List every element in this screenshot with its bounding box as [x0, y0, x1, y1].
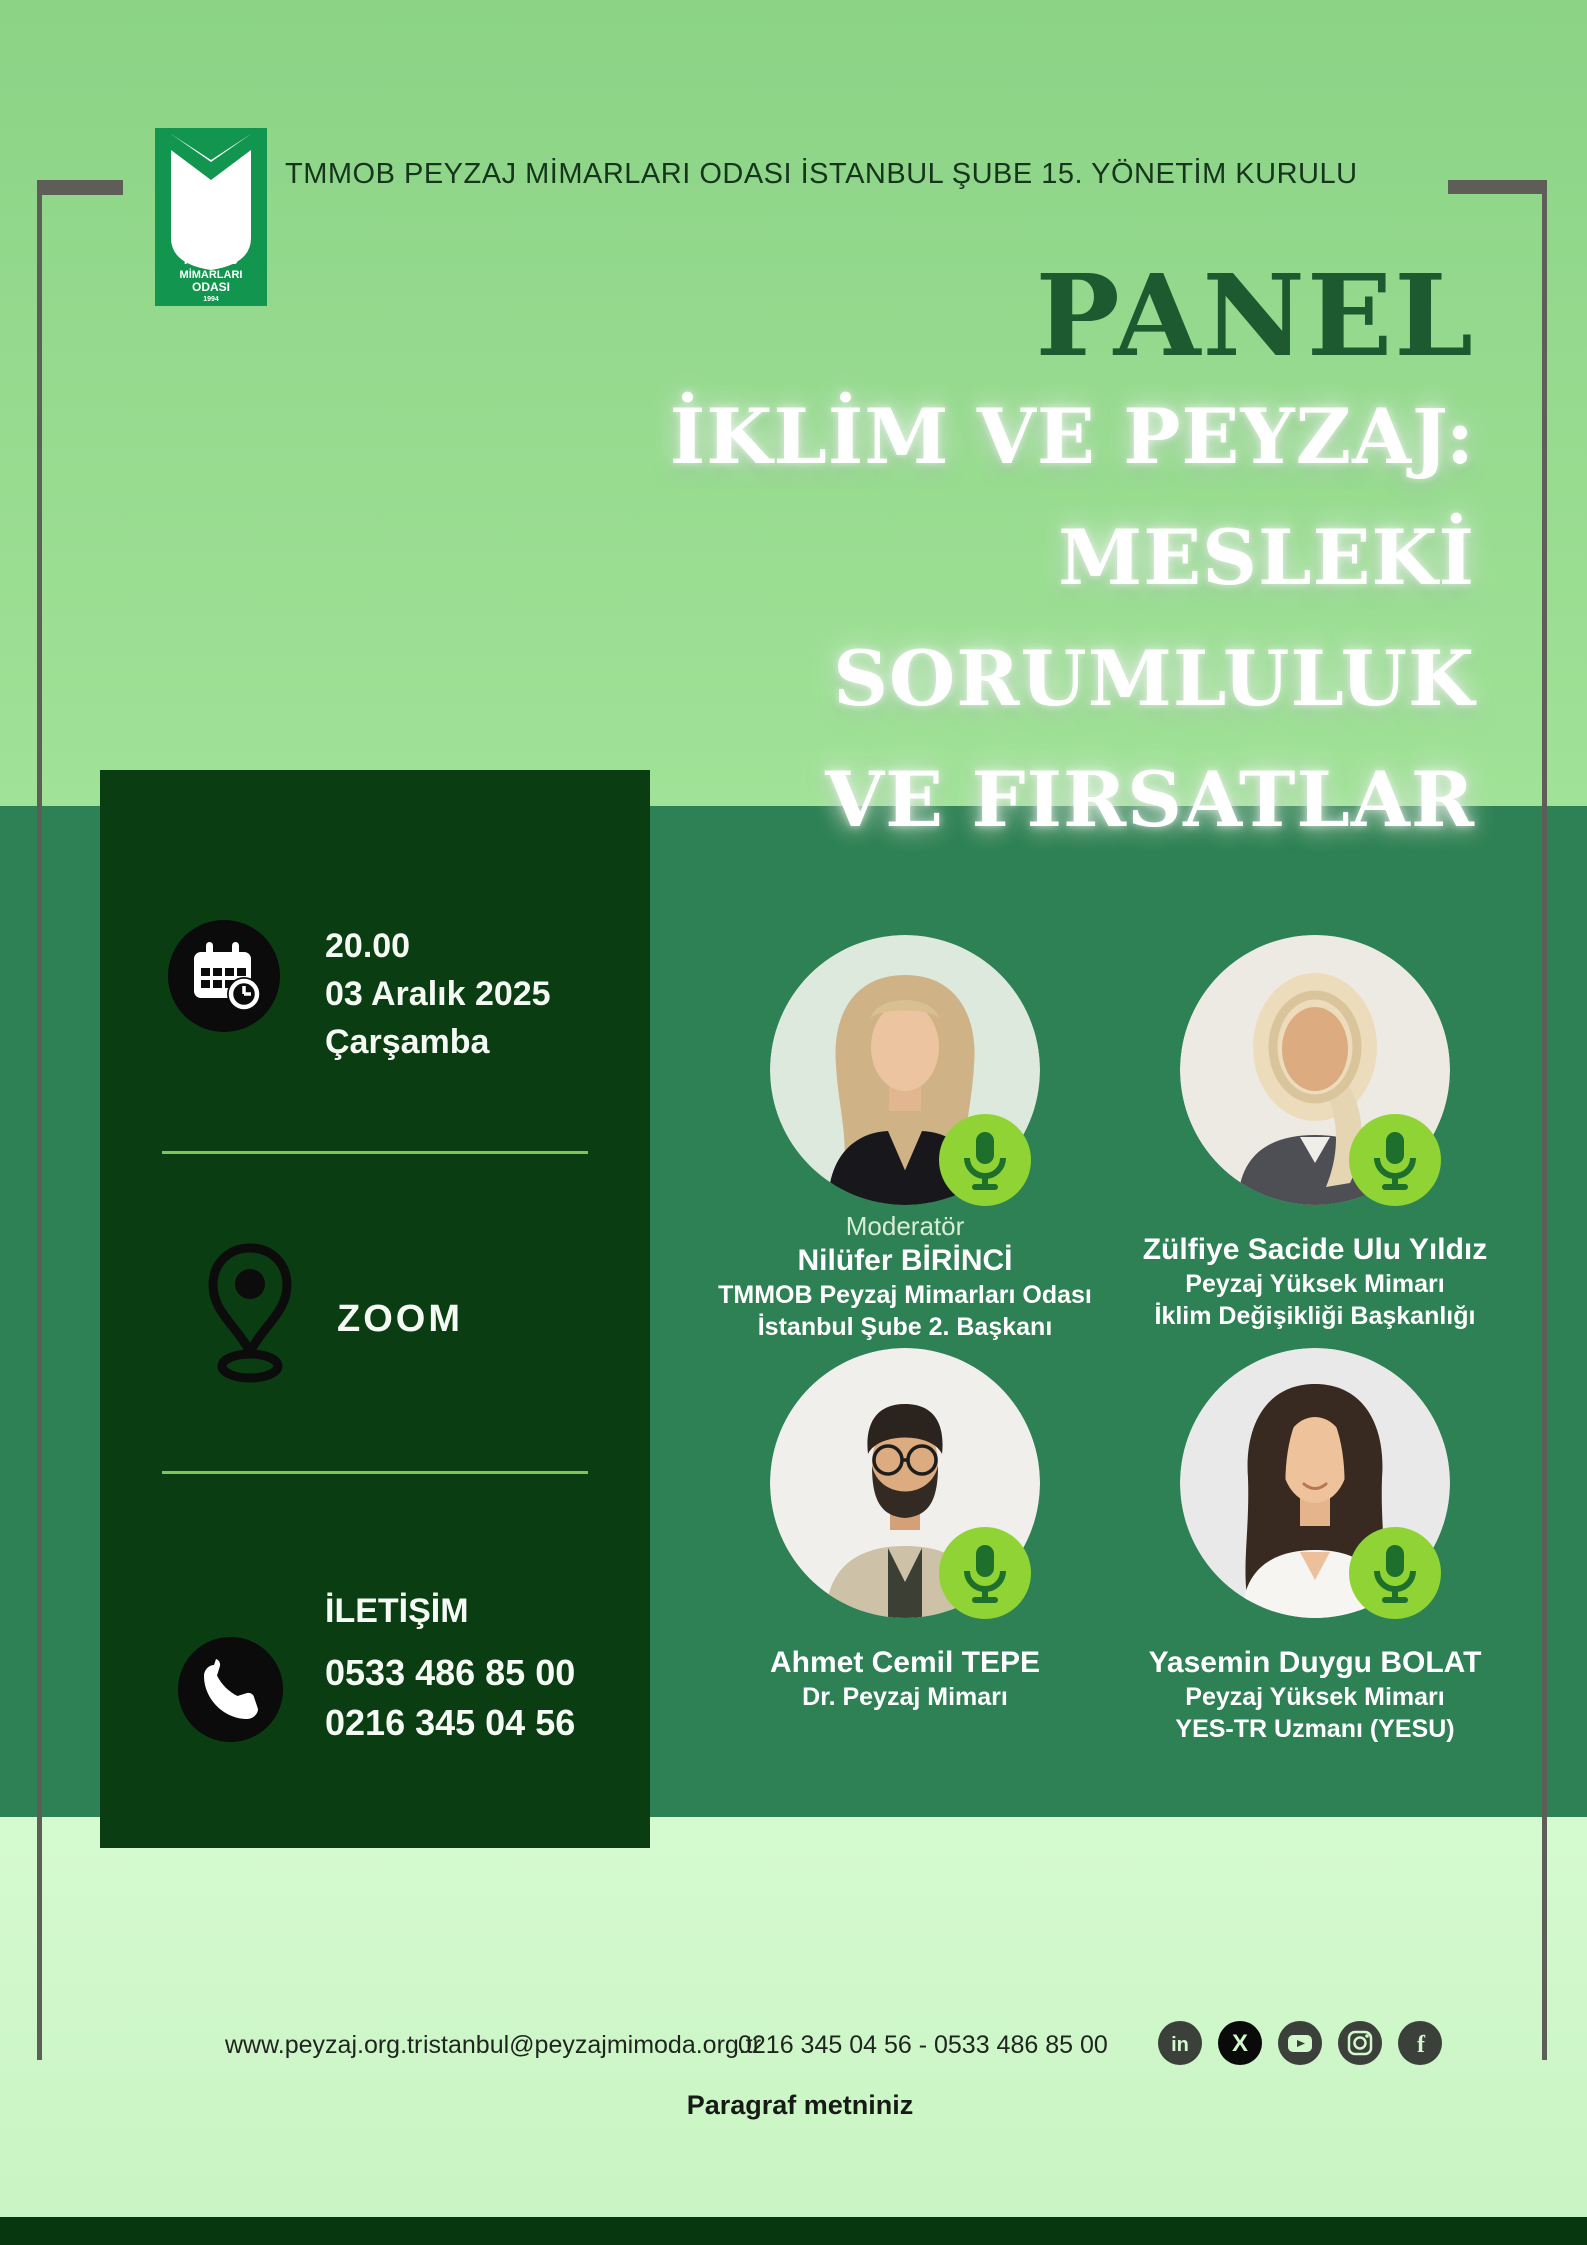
svg-text:in: in [1171, 2034, 1189, 2056]
logo-text-odasi: ODASI [191, 280, 231, 294]
microphone-badge-icon [1349, 1527, 1441, 1619]
svg-text:X: X [1231, 2030, 1249, 2057]
panel-divider-1 [162, 1151, 588, 1154]
microphone-badge-icon [1349, 1114, 1441, 1206]
speaker-name: Ahmet Cemil TEPE [769, 1646, 1041, 1679]
microphone-badge-icon [939, 1527, 1031, 1619]
x-twitter-icon[interactable] [1218, 2021, 1262, 2065]
speaker-title-line: YES-TR Uzmanı (YESU) [1175, 1715, 1455, 1743]
bottom-bar [0, 2217, 1587, 2245]
logo-text-tmmob: TMMOB [197, 245, 225, 252]
speaker-card-yasemin [1095, 1348, 1535, 1744]
speaker-title-line: Dr. Peyzaj Mimarı [802, 1683, 1008, 1711]
speaker-card-ahmet [685, 1348, 1125, 1712]
footer-note: Paragraf metniniz [686, 2090, 914, 2120]
phone-number-2: 0216 345 04 56 [325, 1702, 576, 1743]
footer-email-link[interactable]: istanbul@peyzajmimoda.org.tr [423, 2031, 762, 2059]
microphone-badge-icon [939, 1114, 1031, 1206]
frame-corner-top-right [1448, 180, 1547, 194]
speaker-title-line: TMMOB Peyzaj Mimarları Odası [718, 1281, 1092, 1309]
event-day: Çarşamba [325, 1023, 490, 1061]
event-date: 03 Aralık 2025 [325, 975, 551, 1013]
logo-text-mimarlari: MİMARLARI [179, 269, 243, 281]
youtube-icon[interactable] [1278, 2021, 1322, 2065]
logo-text-year: 1994 [203, 296, 219, 303]
logo-text-peyzaj: PEYZAJ [183, 251, 239, 267]
speaker-name: Nilüfer BİRİNCİ [797, 1244, 1013, 1277]
svg-text:f: f [1417, 2032, 1425, 2058]
frame-corner-top-left [37, 180, 123, 195]
linkedin-icon[interactable] [1158, 2021, 1202, 2065]
frame-line-right [1542, 180, 1547, 2060]
footer-phone-numbers: 0216 345 04 56 - 0533 486 85 00 [738, 2031, 1108, 2059]
calendar-icon [168, 920, 280, 1032]
speaker-role: Moderatör [845, 1211, 965, 1241]
title-line-2: MESLEKİ SORUMLULUK [833, 513, 1475, 723]
location-pin-icon [205, 1240, 295, 1385]
speaker-name: Zülfiye Sacide Ulu Yıldız [1142, 1233, 1488, 1266]
title-line-3: VE FIRSATLAR [825, 755, 1475, 844]
event-time: 20.00 [325, 927, 411, 965]
panel-divider-2 [162, 1471, 588, 1474]
speaker-name: Yasemin Duygu BOLAT [1148, 1646, 1482, 1679]
speaker-avatar [1180, 935, 1450, 1205]
contact-heading: İLETİŞİM [325, 1592, 469, 1630]
facebook-icon[interactable] [1398, 2021, 1442, 2065]
title-line-1: İKLİM VE PEYZAJ: [669, 392, 1475, 481]
speaker-card-moderator [685, 935, 1125, 1342]
background-footer [0, 1817, 1587, 2217]
speaker-avatar [1180, 1348, 1450, 1618]
phone-icon [178, 1637, 283, 1742]
organization-header: TMMOB PEYZAJ MİMARLARI ODASI İSTANBUL ŞUBE 15. YÖNETİM KURULU [285, 158, 1358, 190]
speaker-title-line: İstanbul Şube 2. Başkanı [757, 1313, 1053, 1341]
footer-website-link[interactable]: www.peyzaj.org.tr [225, 2031, 423, 2059]
frame-line-left [37, 180, 42, 2060]
speaker-avatar [770, 1348, 1040, 1618]
panel-kicker: PANEL [1035, 251, 1475, 382]
chamber-logo [155, 128, 267, 306]
instagram-icon[interactable] [1338, 2021, 1382, 2065]
event-info-panel [100, 770, 650, 1848]
contact-phones [325, 1648, 575, 1748]
speaker-card-zulfiye [1095, 935, 1535, 1331]
phone-number-1: 0533 486 85 00 [325, 1652, 576, 1693]
speaker-title-line: Peyzaj Yüksek Mimarı [1185, 1270, 1445, 1298]
speaker-title-line: Peyzaj Yüksek Mimarı [1185, 1683, 1445, 1711]
location-label: ZOOM [337, 1298, 463, 1340]
speaker-title-line: İklim Değişikliği Başkanlığı [1154, 1302, 1476, 1330]
datetime-text [325, 922, 551, 1066]
speaker-avatar [770, 935, 1040, 1205]
